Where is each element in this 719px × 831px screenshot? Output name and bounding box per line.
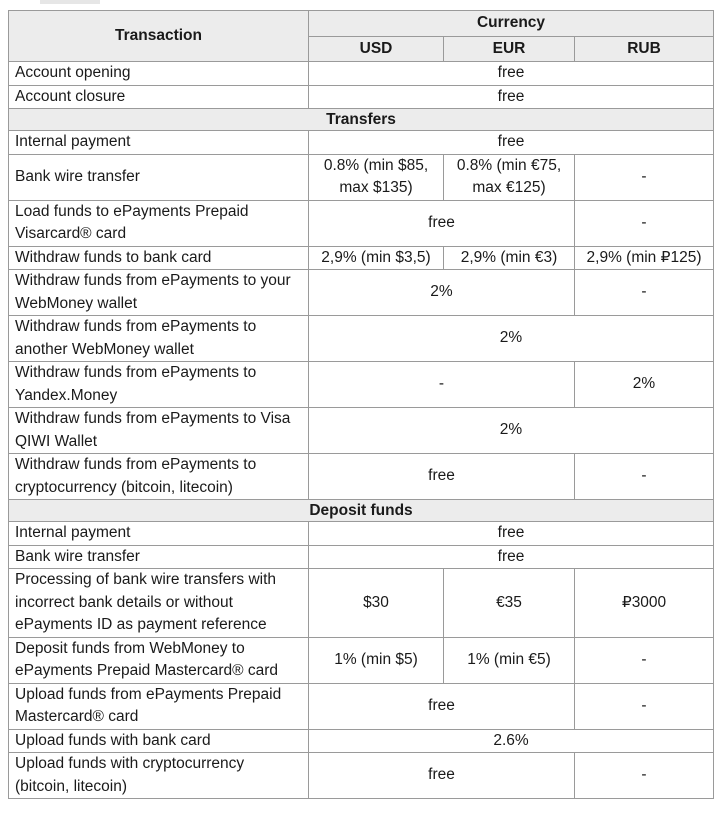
- fee-rub: -: [575, 753, 714, 799]
- fee-usd: 2,9% (min $3,5): [309, 246, 444, 270]
- row-label: Bank wire transfer: [9, 154, 309, 200]
- fee-rub: -: [575, 270, 714, 316]
- row-label: Withdraw funds from ePayments to Yandex.Money: [9, 362, 309, 408]
- fee-eur: €35: [444, 569, 575, 638]
- table-row: [9, 154, 714, 200]
- table-row: [9, 62, 714, 86]
- table-row: [9, 85, 714, 109]
- row-label: Withdraw funds to bank card: [9, 246, 309, 270]
- row-label: Account closure: [9, 85, 309, 109]
- fee-all: free: [309, 85, 714, 109]
- fee-all: free: [309, 522, 714, 546]
- table-row: [9, 131, 714, 155]
- header-currency: Currency: [309, 11, 714, 37]
- row-label: Internal payment: [9, 131, 309, 155]
- fee-all: free: [309, 62, 714, 86]
- row-label: Upload funds with cryptocurrency (bitcoin, litecoin): [9, 753, 309, 799]
- fee-rub: -: [575, 683, 714, 729]
- table-row: [9, 362, 714, 408]
- fee-all: free: [309, 545, 714, 569]
- section-deposit: [9, 500, 714, 522]
- section-title: Transfers: [9, 109, 714, 131]
- fee-usd: $30: [309, 569, 444, 638]
- table-row: [9, 454, 714, 500]
- cropped-heading-fragment: [40, 0, 100, 4]
- row-label: Load funds to ePayments Prepaid Visarcard® card: [9, 200, 309, 246]
- fee-all: 2%: [309, 408, 714, 454]
- fees-table: [8, 10, 714, 799]
- row-label: Withdraw funds from ePayments to another WebMoney wallet: [9, 316, 309, 362]
- table-row: [9, 569, 714, 638]
- fee-eur: 1% (min €5): [444, 637, 575, 683]
- table-row: [9, 545, 714, 569]
- fee-usd-eur: free: [309, 200, 575, 246]
- row-label: Upload funds with bank card: [9, 729, 309, 753]
- table-row: [9, 683, 714, 729]
- fee-eur: 2,9% (min €3): [444, 246, 575, 270]
- fee-rub: ₽3000: [575, 569, 714, 638]
- fee-usd-eur: free: [309, 454, 575, 500]
- fee-rub: -: [575, 200, 714, 246]
- header-eur: EUR: [444, 36, 575, 62]
- row-label: Internal payment: [9, 522, 309, 546]
- fee-all: 2%: [309, 316, 714, 362]
- section-title: Deposit funds: [9, 500, 714, 522]
- table-row: [9, 637, 714, 683]
- fee-rub: 2,9% (min ₽125): [575, 246, 714, 270]
- fee-usd: 0.8% (min $85, max $135): [309, 154, 444, 200]
- table-row: [9, 729, 714, 753]
- row-label: Account opening: [9, 62, 309, 86]
- fee-rub: -: [575, 637, 714, 683]
- header-rub: RUB: [575, 36, 714, 62]
- row-label: Bank wire transfer: [9, 545, 309, 569]
- fee-usd: 1% (min $5): [309, 637, 444, 683]
- table-row: [9, 200, 714, 246]
- fee-usd-eur: -: [309, 362, 575, 408]
- fee-rub: -: [575, 154, 714, 200]
- table-row: [9, 522, 714, 546]
- table-row: [9, 270, 714, 316]
- fee-rub: -: [575, 454, 714, 500]
- table-row: [9, 246, 714, 270]
- fee-all: free: [309, 131, 714, 155]
- row-label: Upload funds from ePayments Prepaid Mastercard® card: [9, 683, 309, 729]
- header-transaction: Transaction: [9, 11, 309, 62]
- fee-rub: 2%: [575, 362, 714, 408]
- section-transfers: [9, 109, 714, 131]
- row-label: Withdraw funds from ePayments to cryptocurrency (bitcoin, litecoin): [9, 454, 309, 500]
- row-label: Processing of bank wire transfers with incorrect bank details or without ePayments ID as payment reference: [9, 569, 309, 638]
- row-label: Withdraw funds from ePayments to your WebMoney wallet: [9, 270, 309, 316]
- table-row: [9, 753, 714, 799]
- fee-usd-eur: free: [309, 753, 575, 799]
- header-usd: USD: [309, 36, 444, 62]
- row-label: Deposit funds from WebMoney to ePayments Prepaid Mastercard® card: [9, 637, 309, 683]
- fee-usd-eur: 2%: [309, 270, 575, 316]
- fee-all: 2.6%: [309, 729, 714, 753]
- table-row: [9, 316, 714, 362]
- fee-eur: 0.8% (min €75, max €125): [444, 154, 575, 200]
- fee-usd-eur: free: [309, 683, 575, 729]
- row-label: Withdraw funds from ePayments to Visa QIWI Wallet: [9, 408, 309, 454]
- table-row: [9, 408, 714, 454]
